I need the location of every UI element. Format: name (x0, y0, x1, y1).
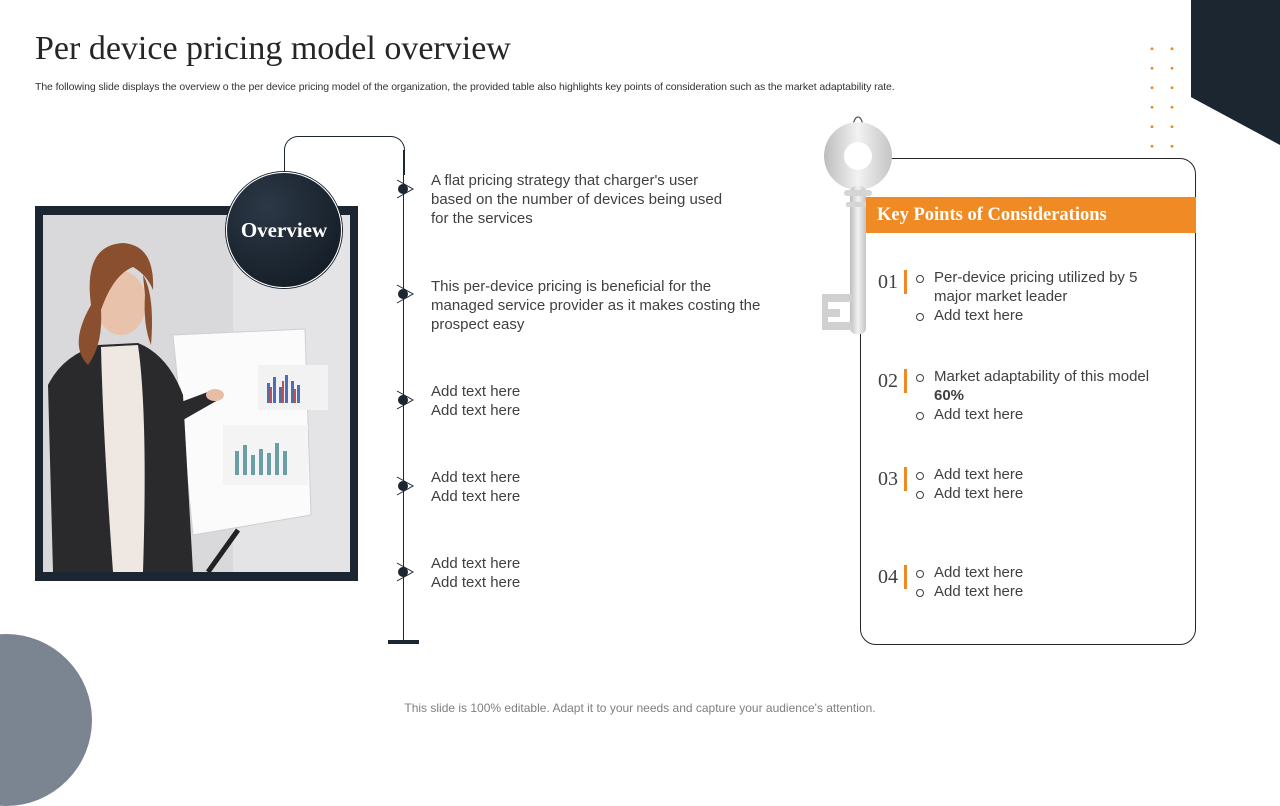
accent-bar (904, 565, 907, 589)
bullet-text (915, 367, 1175, 405)
overview-item-text: Add text here Add text here (431, 469, 521, 505)
key-points-heading: Key Points of Considerations (866, 197, 1196, 233)
timeline-marker-icon (395, 284, 415, 304)
circle-decoration (0, 634, 92, 806)
bullet-text: Add text here (915, 563, 1175, 582)
timeline-marker-icon (395, 562, 415, 582)
key-point-bullets (915, 367, 1175, 424)
bullet-text: Add text here (915, 306, 1175, 325)
overview-item-text: Add text here Add text here (431, 555, 521, 591)
key-point-number: 02 (878, 370, 898, 392)
accent-bar (904, 467, 907, 491)
bullet-text: Add text here (915, 405, 1175, 424)
key-point-bullets (915, 465, 1175, 503)
timeline-marker-icon (395, 390, 415, 410)
slide-title: Per device pricing model overview (35, 30, 511, 67)
key-point-number: 01 (878, 271, 898, 293)
key-point-bullets (915, 268, 1175, 325)
key-point-number: 04 (878, 566, 898, 588)
overview-item-text: Add text here Add text here (431, 383, 521, 419)
slide-subtitle: The following slide displays the overview o the per device pricing model of the organization, the provided table also highlights key points of consideration such as the market adaptability rate. (35, 81, 895, 93)
bullet-main-text: Market adaptability of this model (934, 368, 1150, 385)
timeline-marker-icon (395, 179, 415, 199)
dot-pattern-decoration (1150, 47, 1180, 153)
key-point-bullets (915, 563, 1175, 601)
corner-decoration (1191, 0, 1280, 145)
bullet-text: Add text here (915, 582, 1175, 601)
bullet-text: Add text here (915, 465, 1175, 484)
overview-item-text: This per-device pricing is beneficial for the managed service provider as it makes costing the prospect easy (431, 278, 761, 333)
bullet-text: Per-device pricing utilized by 5 major market leader (915, 268, 1175, 306)
timeline-marker-icon (395, 476, 415, 496)
overview-badge: Overview (226, 172, 342, 288)
market-adaptability-value: 60% (934, 387, 965, 404)
overview-item-text: A flat pricing strategy that charger's user based on the number of devices being used for the services (431, 172, 723, 227)
accent-bar (904, 270, 907, 294)
key-point-number: 03 (878, 468, 898, 490)
timeline-base (388, 640, 419, 644)
accent-bar (904, 369, 907, 393)
overview-connector (284, 136, 405, 175)
footer-note: This slide is 100% editable. Adapt it to your needs and capture your audience's attention. (404, 701, 876, 715)
bullet-text: Add text here (915, 484, 1175, 503)
